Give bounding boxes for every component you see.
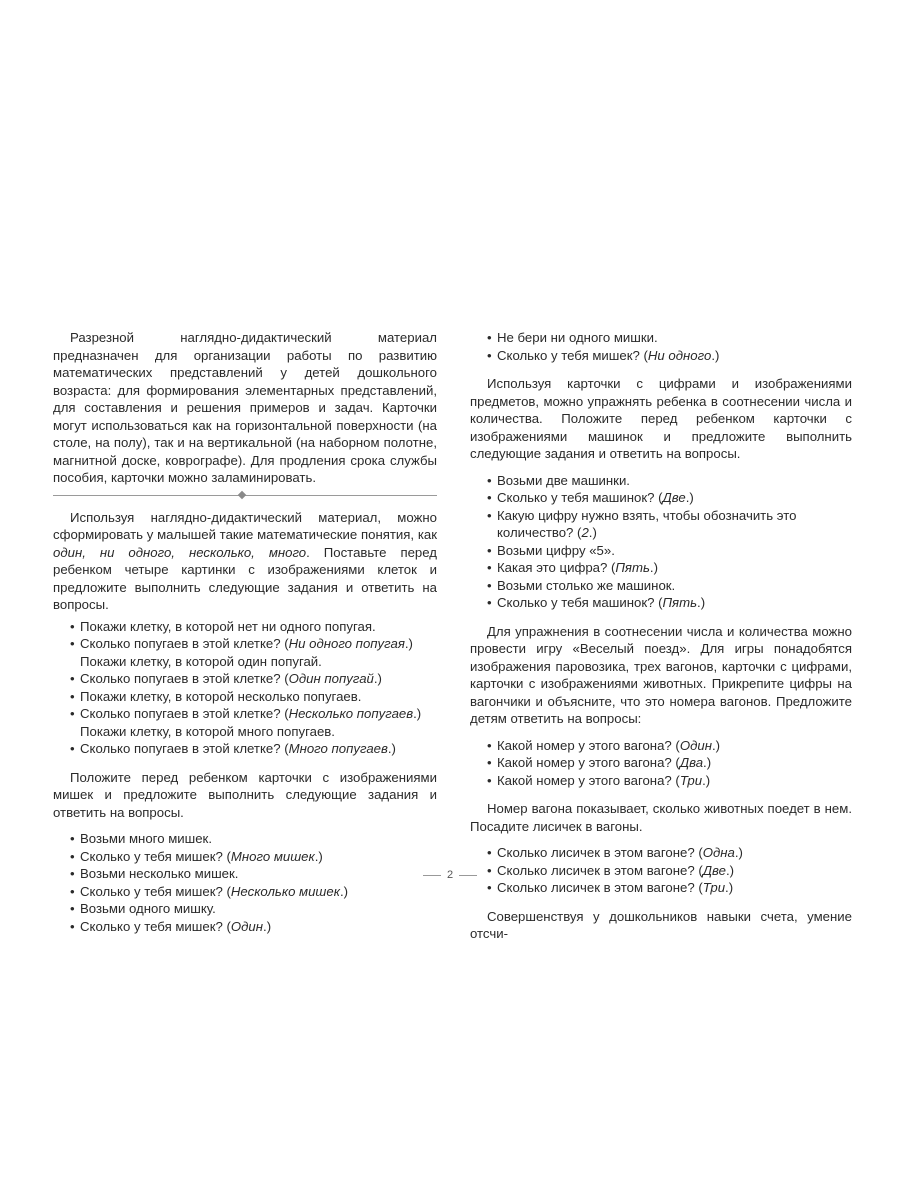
list-item — [70, 635, 437, 670]
item-answer: Несколько попугаев — [288, 706, 414, 721]
item-text-after: .) — [314, 848, 323, 864]
item-text-after: .) — [711, 347, 720, 363]
item-answer: Много попугаев — [288, 741, 388, 756]
item-answer: Три — [702, 880, 726, 895]
item-text-after: .) — [263, 918, 272, 934]
continuation-paragraph: Совершенствуя у дошкольников навыки счета, умение отсчи- — [470, 908, 852, 941]
list-item — [487, 489, 852, 507]
bear-questions-continued-list — [470, 329, 852, 364]
item-answer: Один попугай — [288, 671, 374, 686]
item-text-after: .) — [685, 490, 694, 505]
item-answer: Пять — [662, 595, 698, 610]
concepts-paragraph — [53, 509, 437, 614]
list-item — [487, 577, 852, 595]
list-item — [487, 347, 852, 365]
concepts-terms: один, ни одного, несколько, много — [53, 544, 307, 560]
item-text: Покажи клетку, в которой нет ни одного попугая. — [80, 618, 376, 634]
item-answer: Ни одного попугая — [288, 636, 405, 651]
cars-paragraph: Используя карточки с цифрами и изображениями предметов, можно упражнять ребенка в соотнесении числа и количества. Положите перед ребенком карточки с изображениями машинок и предложите выполнить следующие задания и ответить на вопросы. — [470, 376, 852, 461]
left-column — [53, 329, 437, 935]
item-text: Сколько попугаев в этой клетке? ( — [80, 671, 289, 686]
item-text: Покажи клетку, в которой несколько попугаев. — [80, 688, 362, 704]
item-text: Сколько попугаев в этой клетке? ( — [80, 741, 289, 756]
item-text: Какая это цифра? ( — [497, 560, 616, 575]
item-text: Сколько лисичек в этом вагоне? ( — [497, 880, 703, 895]
item-text: Сколько у тебя мишек? ( — [80, 883, 231, 899]
item-answer: Две — [702, 862, 726, 878]
list-item — [487, 559, 852, 577]
list-item — [70, 688, 437, 706]
item-text: Сколько у тебя машинок? ( — [497, 490, 663, 505]
item-text: Возьми несколько мишек. — [80, 866, 239, 881]
item-text-after: .) Покажи клетку, в которой один попугай. — [80, 636, 413, 669]
item-text: Возьми столько же машинок. — [497, 577, 676, 593]
list-item — [70, 848, 437, 866]
list-item — [487, 737, 852, 755]
list-item — [70, 618, 437, 636]
item-text: Возьми много мишек. — [80, 831, 212, 846]
item-text: Сколько попугаев в этой клетке? ( — [80, 706, 289, 721]
list-item — [70, 883, 437, 901]
item-text: Какую цифру нужно взять, чтобы обозначить это количество? ( — [497, 507, 797, 540]
item-text: Возьми две машинки. — [497, 472, 630, 488]
concepts-text-end: . Поставьте перед ребенком четыре картинки с изображениями клеток и предложите выполнить следующие задания и ответить на вопросы. — [53, 544, 437, 612]
item-answer: Один — [679, 737, 712, 753]
list-item — [487, 772, 852, 790]
item-answer: Много мишек — [230, 848, 315, 864]
item-text: Возьми одного мишку. — [80, 901, 216, 916]
folio-dash-right — [459, 875, 477, 876]
car-questions-list — [470, 472, 852, 612]
list-item — [70, 705, 437, 740]
item-text-after: .) — [697, 595, 706, 610]
right-column — [470, 329, 852, 943]
list-item — [70, 830, 437, 848]
item-answer: Пять — [615, 560, 650, 575]
item-text-after: .) Покажи клетку, в которой много попугаев. — [80, 706, 422, 739]
item-text: Не бери ни одного мишки. — [497, 330, 658, 345]
wagon-questions-list — [470, 737, 852, 790]
list-item — [487, 879, 852, 897]
concepts-text-start: Используя наглядно-дидактический материал, можно сформировать у малышей такие математические понятия, как — [53, 509, 437, 542]
item-text-after: .) — [725, 862, 735, 878]
item-text-after: .) — [339, 883, 349, 899]
item-text-after: .) — [734, 845, 743, 860]
item-text: Сколько лисичек в этом вагоне? ( — [497, 845, 703, 860]
item-text: Сколько у тебя мишек? ( — [497, 347, 648, 363]
item-answer: Ни одного — [647, 347, 712, 363]
list-item — [487, 542, 852, 560]
list-item — [487, 507, 852, 542]
item-answer: 2 — [581, 525, 589, 540]
section-divider — [53, 489, 437, 503]
item-text: Сколько у тебя мишек? ( — [80, 848, 231, 864]
item-answer: Несколько мишек — [230, 883, 340, 899]
item-answer: Одна — [702, 845, 735, 860]
item-answer: Две — [662, 490, 686, 505]
parrot-questions-list — [53, 618, 437, 758]
list-item — [487, 594, 852, 612]
bears-paragraph: Положите перед ребенком карточки с изображениями мишек и предложите выполнить следующие задания и ответить на вопросы. — [53, 769, 437, 820]
item-text-after: .) — [649, 560, 658, 575]
list-item — [70, 900, 437, 918]
divider-ornament-icon — [238, 490, 246, 498]
list-item — [487, 329, 852, 347]
list-item — [70, 670, 437, 688]
item-text-after: .) — [588, 525, 597, 540]
item-text-after: .) — [725, 880, 734, 895]
item-answer: Три — [679, 772, 703, 788]
item-text: Сколько у тебя машинок? ( — [497, 595, 663, 610]
train-game-paragraph: Для упражнения в соотнесении числа и количества можно провести игру «Веселый поезд». Для игры понадобятся изображения паровозика, трех вагонов, карточки с цифрами, карточки с изображениями животных. Прикрепите цифры на вагончики и объясните, что это номера вагонов. Предложите детям ответить на вопросы: — [470, 623, 852, 726]
item-text: Сколько лисичек в этом вагоне? ( — [497, 862, 703, 878]
item-answer: Два — [679, 755, 704, 770]
item-text-after: .) — [703, 755, 712, 770]
item-text-after: .) — [373, 671, 382, 686]
item-text: Сколько у тебя мишек? ( — [80, 918, 231, 934]
item-answer: Один — [230, 918, 264, 934]
list-item — [487, 754, 852, 772]
item-text: Какой номер у этого вагона? ( — [497, 755, 680, 770]
item-text: Какой номер у этого вагона? ( — [497, 737, 680, 753]
list-item — [70, 740, 437, 758]
item-text-after: .) — [702, 772, 711, 788]
list-item — [487, 844, 852, 862]
item-text-after: .) — [711, 737, 721, 753]
list-item — [70, 918, 437, 936]
folio-dash-left — [423, 875, 441, 876]
item-text: Какой номер у этого вагона? ( — [497, 772, 680, 788]
page-number — [0, 869, 900, 881]
item-text-after: .) — [387, 741, 396, 756]
item-text: Сколько попугаев в этой клетке? ( — [80, 636, 289, 651]
intro-paragraph: Разрезной наглядно-дидактический материал предназначен для организации работы по развитию математических представлений у детей дошкольного возраста: для формирования элементарных представлений, для составления и решения примеров и задач. Карточки могут использоваться как на горизонтальной поверхности (на столе, на полу), так и на вертикальной (на наборном полотне, магнитной доске, коврографе). Для продления срока службы пособия, карточки можно заламинировать. — [53, 330, 437, 485]
item-text: Возьми цифру «5». — [497, 542, 615, 558]
wagon-number-paragraph: Номер вагона показывает, сколько животных поедет в нем. Посадите лисичек в вагоны. — [470, 801, 852, 834]
page-number-text: 2 — [446, 869, 454, 881]
list-item — [487, 472, 852, 490]
bear-questions-list — [53, 830, 437, 935]
